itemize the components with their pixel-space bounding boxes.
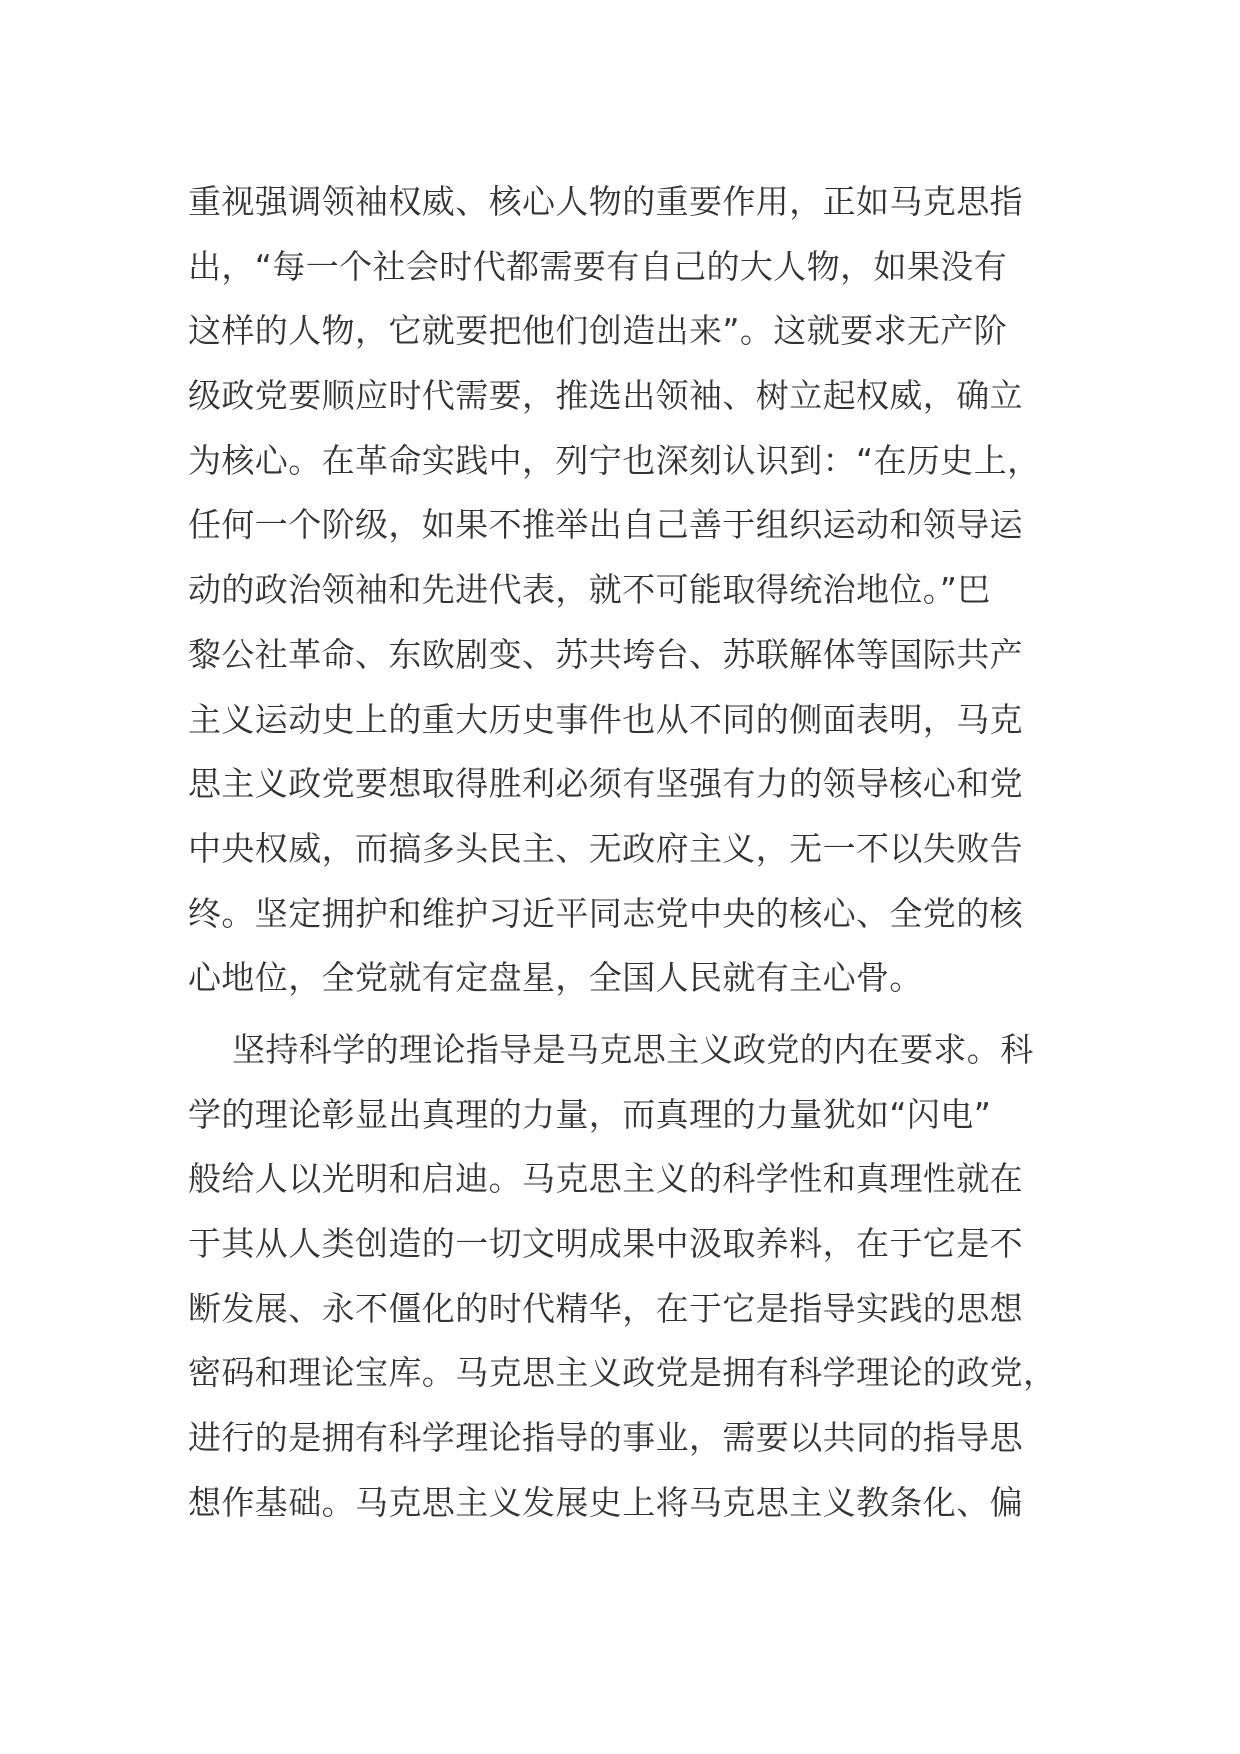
text-line: 为核心。在革命实践中，列宁也深刻认识到：“在历史上，	[188, 440, 1041, 480]
text-line: 思主义政党要想取得胜利必须有坚强有力的领导核心和党	[188, 764, 1023, 804]
text-line: 重视强调领袖权威、核心人物的重要作用，正如马克思指	[188, 182, 1023, 221]
text-line: 进行的是拥有科学理论指导的事业，需要以共同的指导思	[188, 1418, 1023, 1458]
document-body	[188, 170, 1068, 1535]
text-line: 主义运动史上的重大历史事件也从不同的侧面表明，马克	[188, 699, 1023, 739]
text-line: 出，“每一个社会时代都需要有自己的大人物，如果没有	[188, 246, 1008, 286]
text-line: 动的政治领袖和先进代表，就不可能取得统治地位。”巴	[188, 570, 991, 610]
text-line: 密码和理论宝库。马克思主义政党是拥有科学理论的政党，	[188, 1353, 1057, 1393]
text-line: 级政党要顺应时代需要，推选出领袖、树立起权威，确立	[188, 376, 1023, 416]
text-line: 心地位，全党就有定盘星，全国人民就有主心骨。	[188, 958, 923, 998]
paragraph-2	[188, 1018, 1068, 1536]
text-line: 般给人以光明和启迪。马克思主义的科学性和真理性就在	[188, 1159, 1023, 1199]
text-line-first-indented: 坚持科学的理论指导是马克思主义政党的内在要求。科	[232, 1029, 1034, 1069]
paragraph-1	[188, 170, 1068, 1011]
text-line: 想作基础。马克思主义发展史上将马克思主义教条化、偏	[188, 1482, 1023, 1522]
text-line: 学的理论彰显出真理的力量，而真理的力量犹如“闪电”	[188, 1094, 992, 1134]
text-line: 终。坚定拥护和维护习近平同志党中央的核心、全党的核	[188, 893, 1023, 933]
text-line: 这样的人物，它就要把他们创造出来”。这就要求无产阶	[188, 311, 1008, 351]
text-line: 断发展、永不僵化的时代精华，在于它是指导实践的思想	[188, 1288, 1023, 1328]
text-line: 于其从人类创造的一切文明成果中汲取养料，在于它是不	[188, 1224, 1023, 1263]
text-line: 任何一个阶级，如果不推举出自己善于组织运动和领导运	[188, 505, 1023, 545]
text-line: 中央权威，而搞多头民主、无政府主义，无一不以失败告	[188, 828, 1023, 868]
text-line: 黎公社革命、东欧剧变、苏共垮台、苏联解体等国际共产	[188, 634, 1023, 674]
